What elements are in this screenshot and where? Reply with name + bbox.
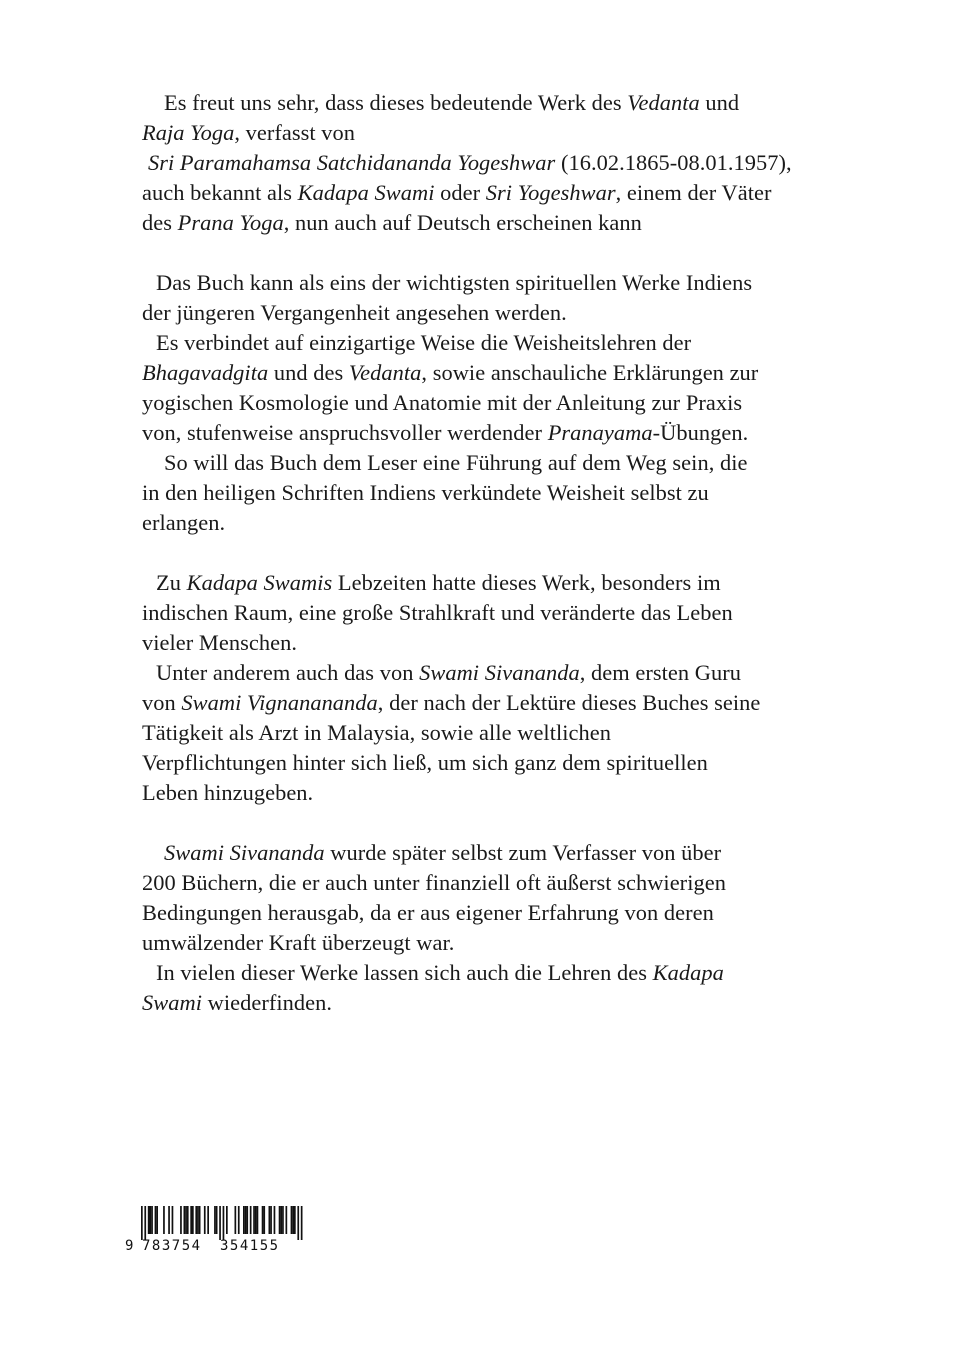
barcode-bar: [155, 1206, 157, 1234]
text-line: vieler Menschen.: [142, 630, 297, 655]
barcode-right-group: 354155: [220, 1238, 280, 1254]
barcode-bar: [263, 1206, 265, 1234]
text-line: auch bekannt als Kadapa Swami oder Sri Yogeshwar, einem der Väter: [142, 180, 772, 205]
text-line: So will das Buch dem Leser eine Führung auf dem Weg sein, die: [164, 450, 748, 475]
barcode-bar: [286, 1206, 288, 1234]
text-line: Bhagavadgita und des Vedanta, sowie anschauliche Erklärungen zur: [142, 360, 759, 385]
barcode-bar: [238, 1206, 240, 1234]
barcode-bar: [204, 1206, 206, 1234]
paragraph-3: [142, 568, 832, 808]
text-line: Das Buch kann als eins der wichtigsten spirituellen Werke Indiens: [156, 270, 753, 295]
text-line: erlangen.: [142, 510, 226, 535]
barcode-bar: [216, 1206, 218, 1234]
barcode-bar: [292, 1206, 294, 1234]
text-line: indischen Raum, eine große Strahlkraft und veränderte das Leben: [142, 600, 733, 625]
paragraph-2: [142, 268, 832, 538]
barcode-bar: [294, 1206, 296, 1234]
barcode-bar: [280, 1206, 282, 1234]
text-line: des Prana Yoga, nun auch auf Deutsch erscheinen kann: [142, 210, 642, 235]
barcode-bar: [243, 1206, 245, 1234]
barcode-bar: [184, 1206, 186, 1234]
barcode-bar: [185, 1206, 187, 1234]
text-line: Zu Kadapa Swamis Lebzeiten hatte dieses Werk, besonders im: [156, 570, 721, 595]
barcode-bar: [226, 1206, 228, 1234]
barcode-bar: [168, 1206, 170, 1234]
barcode-digits: [121, 1238, 280, 1318]
barcode-bar: [282, 1206, 284, 1234]
text-line: In vielen dieser Werke lassen sich auch die Lehren des Kadapa: [156, 960, 724, 985]
barcode-bar: [190, 1206, 192, 1234]
barcode-bar: [262, 1206, 264, 1234]
text-line: Swami wiederfinden.: [142, 990, 332, 1015]
barcode-first-digit: 9: [125, 1238, 135, 1254]
barcode-bar: [219, 1206, 221, 1240]
barcode-bar: [257, 1206, 259, 1234]
text-line: Swami Sivananda wurde später selbst zum Verfasser von über: [164, 840, 722, 865]
barcode-bar: [180, 1206, 182, 1234]
paragraph-4: [142, 838, 832, 1018]
text-line: 200 Büchern, die er auch unter finanziell oft äußerst schwierigen: [142, 870, 726, 895]
barcode-bar: [274, 1206, 276, 1234]
barcode-bar: [235, 1206, 237, 1234]
barcode-bar: [245, 1206, 247, 1234]
barcode-bar: [150, 1206, 152, 1234]
text-line: umwälzender Kraft überzeugt war.: [142, 930, 455, 955]
barcode-bar: [172, 1206, 174, 1234]
blurb-text: [142, 88, 832, 1018]
barcode-bar: [192, 1206, 194, 1234]
barcode-bars-icon: [121, 1206, 311, 1240]
barcode-bar: [199, 1206, 201, 1234]
barcode-bar: [195, 1206, 197, 1234]
barcode-bar: [144, 1206, 146, 1240]
barcode-bar: [151, 1206, 153, 1234]
barcode-bar: [253, 1206, 255, 1234]
barcode-bar: [270, 1206, 272, 1234]
text-line: Unter anderem auch das von Swami Sivananda, dem ersten Guru: [156, 660, 741, 685]
barcode-bar: [250, 1206, 252, 1234]
barcode-bar: [156, 1206, 158, 1234]
text-line: Tätigkeit als Arzt in Malaysia, sowie alle weltlichen: [142, 720, 611, 745]
text-line: Es verbindet auf einzigartige Weise die Weisheitslehren der: [156, 330, 692, 355]
text-line: Leben hinzugeben.: [142, 780, 314, 805]
text-line: Bedingungen herausgab, da er aus eigener Erfahrung von deren: [142, 900, 714, 925]
barcode-bar: [197, 1206, 199, 1234]
text-line: Es freut uns sehr, dass dieses bedeutende Werk des Vedanta und: [164, 90, 740, 115]
text-line: der jüngeren Vergangenheit angesehen werden.: [142, 300, 567, 325]
barcode-bar: [291, 1206, 293, 1234]
isbn-barcode: [121, 1206, 311, 1256]
barcode-bar: [301, 1206, 303, 1240]
barcode-bar: [255, 1206, 257, 1234]
barcode-bar: [187, 1206, 189, 1234]
text-line: yogischen Kosmologie und Anatomie mit der Anleitung zur Praxis: [142, 390, 743, 415]
text-line: von Swami Vignanananda, der nach der Lektüre dieses Buches seine: [142, 690, 761, 715]
barcode-bar: [269, 1206, 271, 1234]
barcode-bar: [223, 1206, 225, 1240]
text-line: von, stufenweise anspruchsvoller werdender Pranayama-Übungen.: [142, 420, 749, 445]
text-line: Verpflichtungen hinter sich ließ, um sich ganz dem spirituellen: [142, 750, 708, 775]
text-line: Raja Yoga, verfasst von: [142, 120, 356, 145]
barcode-bar: [214, 1206, 216, 1234]
barcode-bar: [279, 1206, 281, 1234]
barcode-left-group: 783754: [142, 1238, 202, 1254]
paragraph-1: [142, 88, 832, 238]
text-line: in den heiligen Schriften Indiens verkündete Weisheit selbst zu: [142, 480, 709, 505]
barcode-bar: [163, 1206, 165, 1234]
barcode-bar: [148, 1206, 150, 1234]
barcode-bar: [297, 1206, 299, 1240]
barcode-bar: [246, 1206, 248, 1234]
text-line: Sri Paramahamsa Satchidananda Yogeshwar (16.02.1865-08.01.1957),: [148, 150, 792, 175]
barcode-bar: [207, 1206, 209, 1234]
barcode-bar: [141, 1206, 143, 1240]
